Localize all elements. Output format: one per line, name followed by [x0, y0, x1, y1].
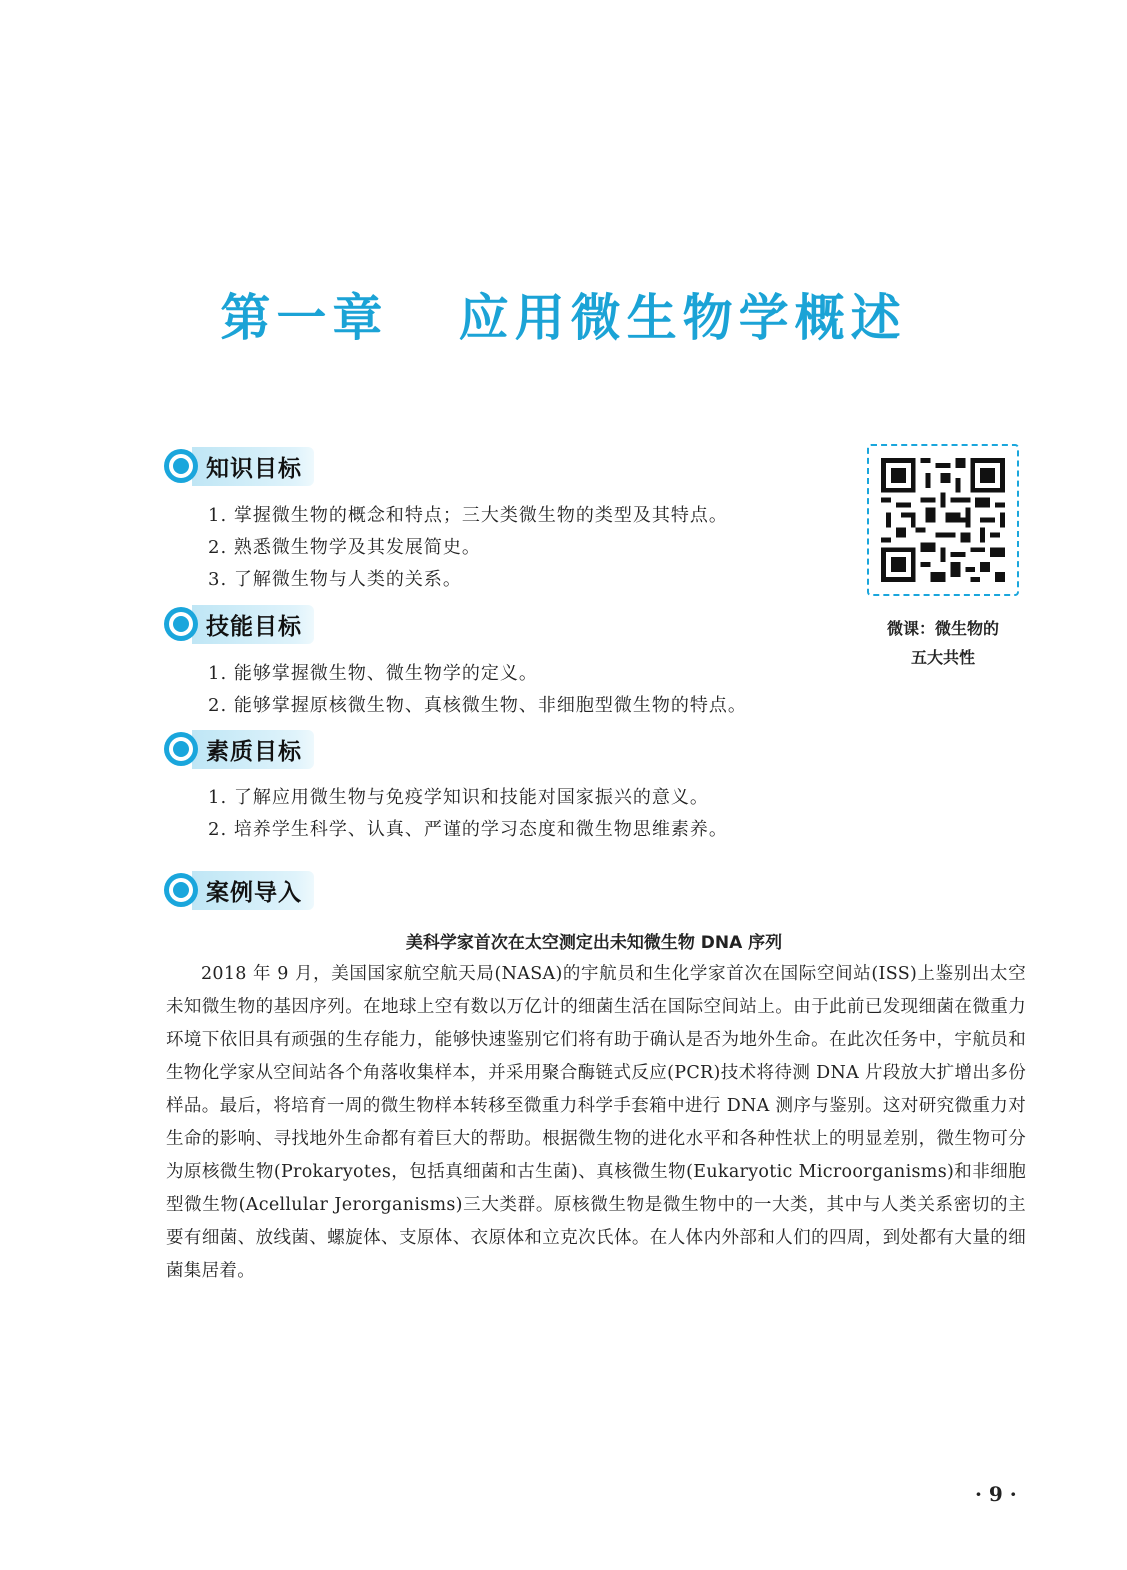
- list-item: 2. 培养学生科学、认真、严谨的学习态度和微生物思维素养。: [208, 819, 728, 840]
- target-ring-icon: [164, 607, 198, 641]
- section-header-quality: [164, 729, 314, 769]
- qr-caption: [845, 614, 1041, 672]
- list-item: 1. 能够掌握微生物、微生物学的定义。: [208, 663, 538, 684]
- list-item: 1. 了解应用微生物与免疫学知识和技能对国家振兴的意义。: [208, 787, 709, 808]
- chapter-title: 第一章 应用微生物学概述: [220, 288, 907, 347]
- section-label: 技能目标: [192, 605, 314, 644]
- section-label: 知识目标: [192, 447, 314, 486]
- section-header-knowledge: [164, 446, 314, 486]
- quality-list: [208, 782, 728, 846]
- target-ring-icon: [164, 449, 198, 483]
- qr-code-icon: [881, 458, 1005, 582]
- target-ring-icon: [164, 873, 198, 907]
- section-header-case: [164, 870, 314, 910]
- qr-caption-line2: 五大共性: [910, 648, 975, 667]
- section-label: 案例导入: [192, 871, 314, 910]
- page-number: · 9 ·: [975, 1482, 1017, 1506]
- section-label: 素质目标: [192, 730, 314, 769]
- knowledge-list: [208, 500, 728, 596]
- qr-caption-line1: 微课：微生物的: [886, 619, 999, 638]
- target-ring-icon: [164, 732, 198, 766]
- case-title: 美科学家首次在太空测定出未知微生物 DNA 序列: [405, 933, 783, 953]
- skill-list: [208, 658, 747, 722]
- section-header-skill: [164, 604, 314, 644]
- list-item: 2. 能够掌握原核微生物、真核微生物、非细胞型微生物的特点。: [208, 695, 747, 716]
- list-item: 2. 熟悉微生物学及其发展简史。: [208, 537, 481, 558]
- list-item: 3. 了解微生物与人类的关系。: [208, 569, 462, 590]
- qr-code-frame[interactable]: [867, 444, 1019, 596]
- case-body: 2018 年 9 月，美国国家航空航天局(NASA)的宇航员和生化学家首次在国际空间站(ISS)上鉴别出太空未知微生物的基因序列。在地球上空有数以万亿计的细菌生活在国际空间站上。由于此前已发现细菌在微重力环境下依旧具有顽强的生存能力，能够快速鉴别它们将有助于确认是否为地外生命。在此次任务中，宇航员和生物化学家从空间站各个角落收集样本，并采用聚合酶链式反应(PCR)技术将待测 DNA 片段放大扩增出多份样品。最后，将培育一周的微生物样本转移至微重力科学手套箱中进行 DNA 测序与鉴别。这对研究微重力对生命的影响、寻找地外生命都有着巨大的帮助。根据微生物的进化水平和各种性状上的明显差别，微生物可分为原核微生物(Prokaryotes，包括真细菌和古生菌)、真核微生物(Eukaryotic Microorganisms)和非细胞型微生物(Acellular Jerorganisms)三大类群。原核微生物是微生物中的一大类，其中与人类关系密切的主要有细菌、放线菌、螺旋体、支原体、衣原体和立克次氏体。在人体内外部和人们的四周，到处都有大量的细菌集居着。: [166, 964, 1026, 1281]
- list-item: 1. 掌握微生物的概念和特点；三大类微生物的类型及其特点。: [208, 505, 728, 526]
